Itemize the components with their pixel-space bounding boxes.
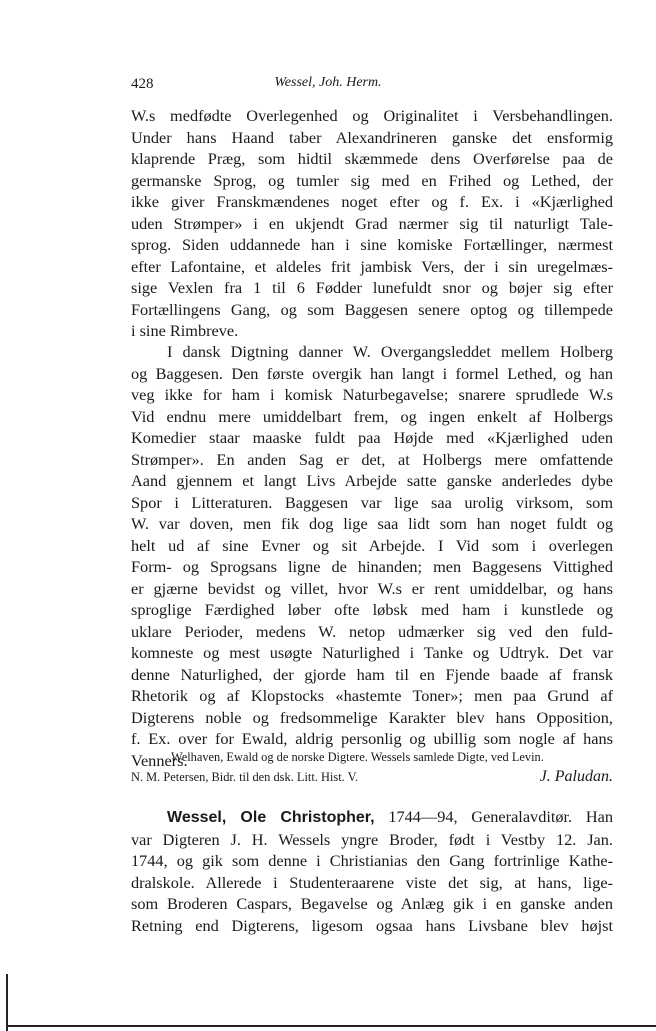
running-head: Wessel, Joh. Herm.	[274, 75, 382, 90]
text-line: dralskole. Allerede i Studenteraarene viste det sig, at hans, lige-	[131, 872, 613, 892]
text-line: klaprende Præg, som hidtil skæmmede dens Overførelse paa de	[131, 149, 613, 168]
author-signature: J. Paludan.	[539, 768, 613, 785]
text-line: germanske Sprog, og tumler sig med en Frihed og Lethed, der	[131, 170, 613, 190]
text-line: er gjærne bevidst og villet, hvor W.s er rent umiddelbar, og hans	[131, 578, 613, 598]
text-line: Digterens noble og fredsommelige Karakter blev hans Opposition,	[131, 707, 613, 727]
text-line: Venners.	[131, 750, 188, 770]
text-line: Retning end Digterens, ligesom ogsaa hans Livsbane blev højst	[131, 915, 613, 935]
text-line: Under hans Haand taber Alexandrineren ganske det ensformig	[131, 127, 613, 147]
entry2-first-line-rest: 1744—94, Generalavditør. Han	[388, 807, 614, 826]
scan-border-horizontal	[6, 1025, 656, 1027]
entry2-first-line	[131, 806, 613, 829]
text-line: Aand gjennem et langt Livs Arbejde satte ganske anderledes dybe	[131, 471, 613, 490]
text-line: Form- og Sprogsans ligne de hinanden; men Baggesens Vittighed	[131, 557, 613, 576]
text-line: sproglige Færdighed løber ofte løbsk med ham i kunstlede og	[131, 600, 613, 619]
text-line: W.s medfødte Overlegenhed og Originalitet i Versbehandlingen.	[131, 106, 613, 125]
page-number: 428	[131, 76, 154, 92]
text-line: Komedier staar maaske fuldt paa Højde med «Kjærlighed uden	[131, 428, 613, 447]
scan-border-vertical	[6, 974, 8, 1031]
text-line: Fortællingens Gang, og som Baggesen senere optog og tillempede	[131, 299, 613, 319]
text-line: uklare Perioder, medens W. netop udmærker sig ved den fuld-	[131, 621, 613, 641]
entry-paragraph-2	[131, 341, 613, 771]
text-line: helt ud af sine Evner og sit Arbejde. I Vid som i overlegen	[131, 535, 613, 555]
text-line: komneste og mest usøgte Naturlighed i Tanke og Udtryk. Det var	[131, 643, 613, 662]
text-line: I dansk Digtning danner W. Overgangsleddet mellem Holberg	[167, 342, 613, 361]
text-line: uden Strømper» i en ukjendt Grad nærmer sig til naturligt Tale-	[131, 213, 613, 233]
text-line: Rhetorik og af Klopstocks «hastemte Toner»; men paa Grund af	[131, 686, 613, 705]
text-line: f. Ex. over for Ewald, aldrig personlig og ubillig som nogle af hans	[131, 729, 613, 748]
text-line: 1744, og gik som denne i Christianias den Gang fortrinlige Kathe-	[131, 851, 613, 870]
entry-paragraph-1	[131, 105, 613, 342]
text-line: og Baggesen. Den første overgik han langt i formel Lethed, og han	[131, 363, 613, 383]
reference-line-2: N. M. Petersen, Bidr. til den dsk. Litt. Hist. V.	[131, 770, 359, 784]
text-line: var Digteren J. H. Wessels yngre Broder, født i Vestby 12. Jan.	[131, 829, 613, 849]
text-line: Strømper». En anden Sag er det, at Holbergs mere omfattende	[131, 449, 613, 469]
text-line: efter Lafontaine, et aldeles frit jambisk Vers, der i sin uregelmæs-	[131, 256, 613, 276]
text-line: som Broderen Caspars, Begavelse og Anlæg gik i en ganske anden	[131, 894, 613, 913]
entry-wessel-ole-christopher	[131, 806, 613, 936]
text-line: i sine Rimbreve.	[131, 321, 239, 340]
text-line: Spor i Litteraturen. Baggesen var lige saa urolig virksom, som	[131, 492, 613, 512]
text-line: sige Vexlen fra 1 til 6 Fødder lunefuldt snor og bøjer sig efter	[131, 278, 613, 297]
text-line: veg ikke for ham i komisk Naturbegavelse; snarere sprudlede W.s	[131, 385, 613, 404]
text-line: W. var doven, men fik dog lige saa lidt som han noget fuldt og	[131, 514, 613, 533]
reference-line-1: Welhaven, Ewald og de norske Digtere. Wessels samlede Digte, ved Levin.	[171, 750, 544, 764]
text-line: ikke giver Franskmændenes noget efter og f. Ex. i «Kjærlighed	[131, 192, 613, 211]
text-line: Vid endnu mere umiddelbart frem, og ingen enkelt af Holbergs	[131, 406, 613, 426]
text-line: denne Naturlighed, der gjorde ham til en Fjende baade af fransk	[131, 664, 613, 684]
text-line: sprog. Siden uddannede han i sine komiske Fortællinger, nærmest	[131, 235, 613, 254]
headword: Wessel, Ole Christopher,	[167, 809, 375, 826]
references	[131, 748, 613, 787]
